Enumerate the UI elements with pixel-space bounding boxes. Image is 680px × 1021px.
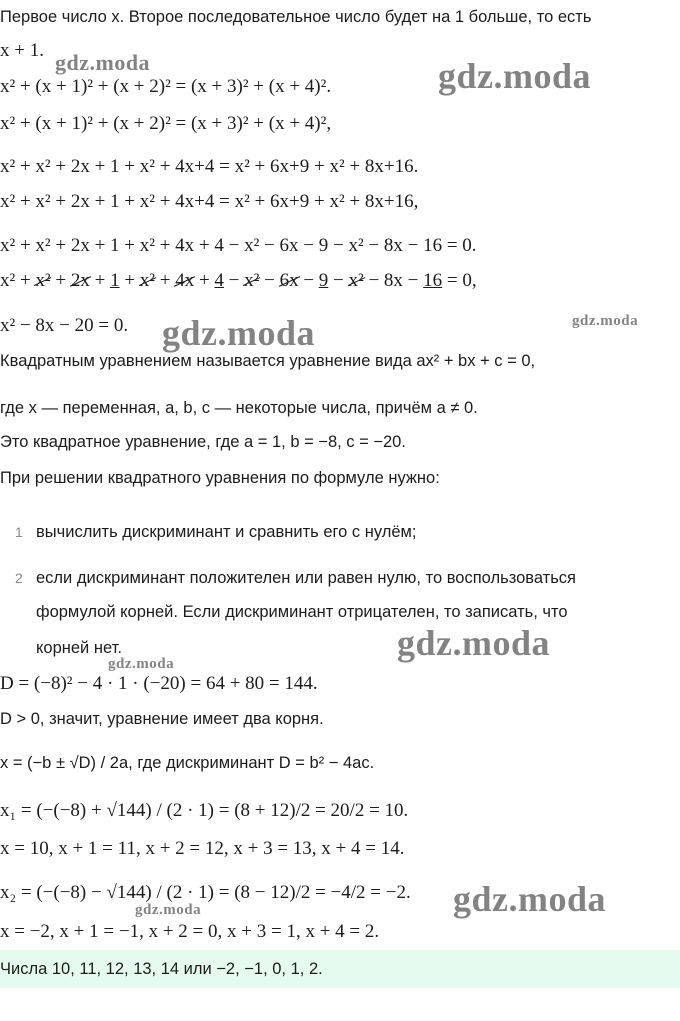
watermark: gdz.moda [453, 879, 607, 919]
text-line-16: x = (−b ± √D) / 2a, где дискриминант D = b² − 4ac. [0, 754, 375, 772]
text-line-1: Первое число x. Второе последовательное число будет на 1 больше, то есть [0, 8, 592, 26]
math-line-19: x₂ = (−(−8) − √144) / (2 · 1) = (8 − 12)/2 = −4/2 = −2. [0, 882, 411, 903]
math-line-8-cancelled: x² + x² + 2x + 1 + x² + 4x + 4 − x² − 6x − 9 − x² − 8x − 16 = 0, [0, 270, 477, 291]
list-number-2: 2 [15, 570, 23, 586]
math-line-5: x² + x² + 2x + 1 + x² + 4x+4 = x² + 6x+9 + x² + 8x+16. [0, 156, 419, 177]
math-line-9: x² − 8x − 20 = 0. [0, 315, 129, 336]
text-line-10: Квадратным уравнением называется уравнение вида ax² + bx + c = 0, [0, 352, 536, 370]
list-item-2-line-3: корней нет. [36, 639, 122, 657]
answer-text: Числа 10, 11, 12, 13, 14 или −2, −1, 0, 1, 2. [0, 960, 323, 978]
watermark: gdz.moda [135, 902, 202, 918]
watermark: gdz.moda [162, 313, 316, 353]
text-line-11: где x — переменная, a, b, c — некоторые числа, причём a ≠ 0. [0, 399, 478, 417]
text-line-13: При решении квадратного уравнения по формуле нужно: [0, 469, 440, 487]
list-number-1: 1 [15, 524, 23, 540]
list-item-2-line-2: формулой корней. Если дискриминант отрицателен, то записать, что [36, 603, 568, 621]
watermark: gdz.moda [397, 623, 551, 663]
watermark: gdz.moda [572, 313, 639, 329]
list-item-1-line-1: вычислить дискриминант и сравнить его с нулём; [36, 523, 417, 541]
text-line-12: Это квадратное уравнение, где a = 1, b = −8, c = −20. [0, 433, 406, 451]
watermark: gdz.moda [108, 656, 175, 672]
math-line-3: x² + (x + 1)² + (x + 2)² = (x + 3)² + (x + 4)². [0, 76, 332, 97]
math-line-20: x = −2, x + 1 = −1, x + 2 = 0, x + 3 = 1, x + 4 = 2. [0, 921, 380, 942]
math-line-14: D = (−8)² − 4 · 1 · (−20) = 64 + 80 = 144. [0, 673, 318, 694]
text-line-15: D > 0, значит, уравнение имеет два корня. [0, 710, 324, 728]
watermark: gdz.moda [438, 56, 592, 96]
math-line-17: x₁ = (−(−8) + √144) / (2 · 1) = (8 + 12)/2 = 20/2 = 10. [0, 800, 409, 821]
list-item-2-line-1: если дискриминант положителен или равен нулю, то воспользоваться [36, 569, 576, 587]
math-line-2: x + 1. [0, 40, 44, 61]
answer-box [0, 950, 680, 988]
math-line-18: x = 10, x + 1 = 11, x + 2 = 12, x + 3 = 13, x + 4 = 14. [0, 838, 405, 859]
math-line-4: x² + (x + 1)² + (x + 2)² = (x + 3)² + (x + 4)², [0, 113, 332, 134]
watermark: gdz.moda [55, 50, 151, 75]
math-line-7: x² + x² + 2x + 1 + x² + 4x + 4 − x² − 6x − 9 − x² − 8x − 16 = 0. [0, 235, 477, 256]
math-line-6: x² + x² + 2x + 1 + x² + 4x+4 = x² + 6x+9 + x² + 8x+16, [0, 191, 419, 212]
